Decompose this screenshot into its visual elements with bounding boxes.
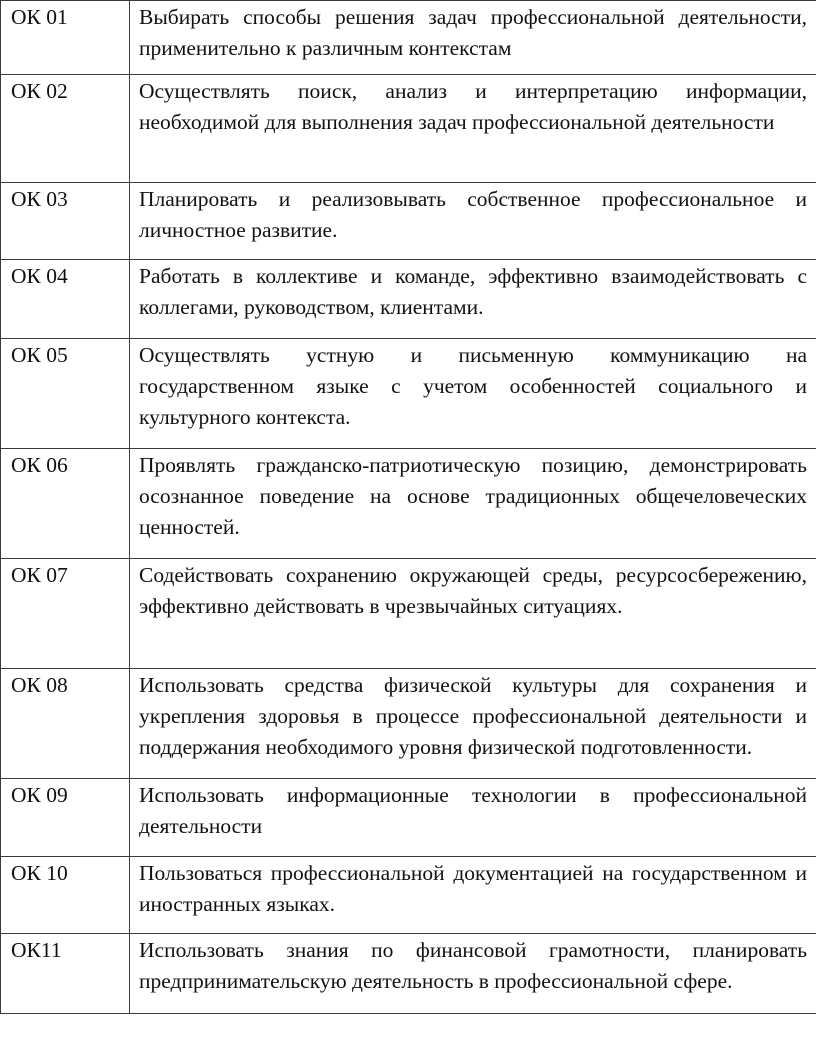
competency-description: Планировать и реализовывать собственное профессиональное и личностное развитие. xyxy=(130,183,816,260)
competency-description: Работать в коллективе и команде, эффективно взаимодействовать с коллегами, руководством, клиентами. xyxy=(130,260,816,339)
competency-description: Осуществлять устную и письменную коммуникацию на государственном языке с учетом особенностей социального и культурного контекста. xyxy=(130,339,816,449)
competency-code: ОК 04 xyxy=(1,260,130,339)
competency-description: Осуществлять поиск, анализ и интерпретацию информации, необходимой для выполнения задач профессиональной деятельности xyxy=(130,75,816,183)
competency-code: ОК 10 xyxy=(1,857,130,934)
table-row xyxy=(1,75,816,183)
competencies-table-body xyxy=(1,1,816,1014)
competency-code: ОК 01 xyxy=(1,1,130,75)
competency-description: Проявлять гражданско-патриотическую позицию, демонстрировать осознанное поведение на основе традиционных общечеловеческих ценностей. xyxy=(130,449,816,559)
competency-code: ОК 07 xyxy=(1,559,130,669)
competency-code: ОК 03 xyxy=(1,183,130,260)
table-row xyxy=(1,779,816,857)
competency-code: ОК 02 xyxy=(1,75,130,183)
table-row xyxy=(1,339,816,449)
competency-description: Использовать средства физической культуры для сохранения и укрепления здоровья в процессе профессиональной деятельности и поддержания необходимого уровня физической подготовленности. xyxy=(130,669,816,779)
competency-code: ОК 05 xyxy=(1,339,130,449)
competency-description: Пользоваться профессиональной документацией на государственном и иностранных языках. xyxy=(130,857,816,934)
competency-code: ОК 06 xyxy=(1,449,130,559)
table-row xyxy=(1,183,816,260)
competency-description: Выбирать способы решения задач профессиональной деятельности, применительно к различным контекстам xyxy=(130,1,816,75)
table-row xyxy=(1,559,816,669)
table-row xyxy=(1,1,816,75)
competency-code: ОК11 xyxy=(1,934,130,1014)
table-row xyxy=(1,669,816,779)
competency-description: Использовать информационные технологии в профессиональной деятельности xyxy=(130,779,816,857)
competency-code: ОК 09 xyxy=(1,779,130,857)
table-row xyxy=(1,449,816,559)
competency-code: ОК 08 xyxy=(1,669,130,779)
table-row xyxy=(1,934,816,1014)
competency-description: Содействовать сохранению окружающей среды, ресурсосбережению, эффективно действовать в чрезвычайных ситуациях. xyxy=(130,559,816,669)
table-row xyxy=(1,260,816,339)
table-row xyxy=(1,857,816,934)
competency-description: Использовать знания по финансовой грамотности, планировать предпринимательскую деятельность в профессиональной сфере. xyxy=(130,934,816,1014)
